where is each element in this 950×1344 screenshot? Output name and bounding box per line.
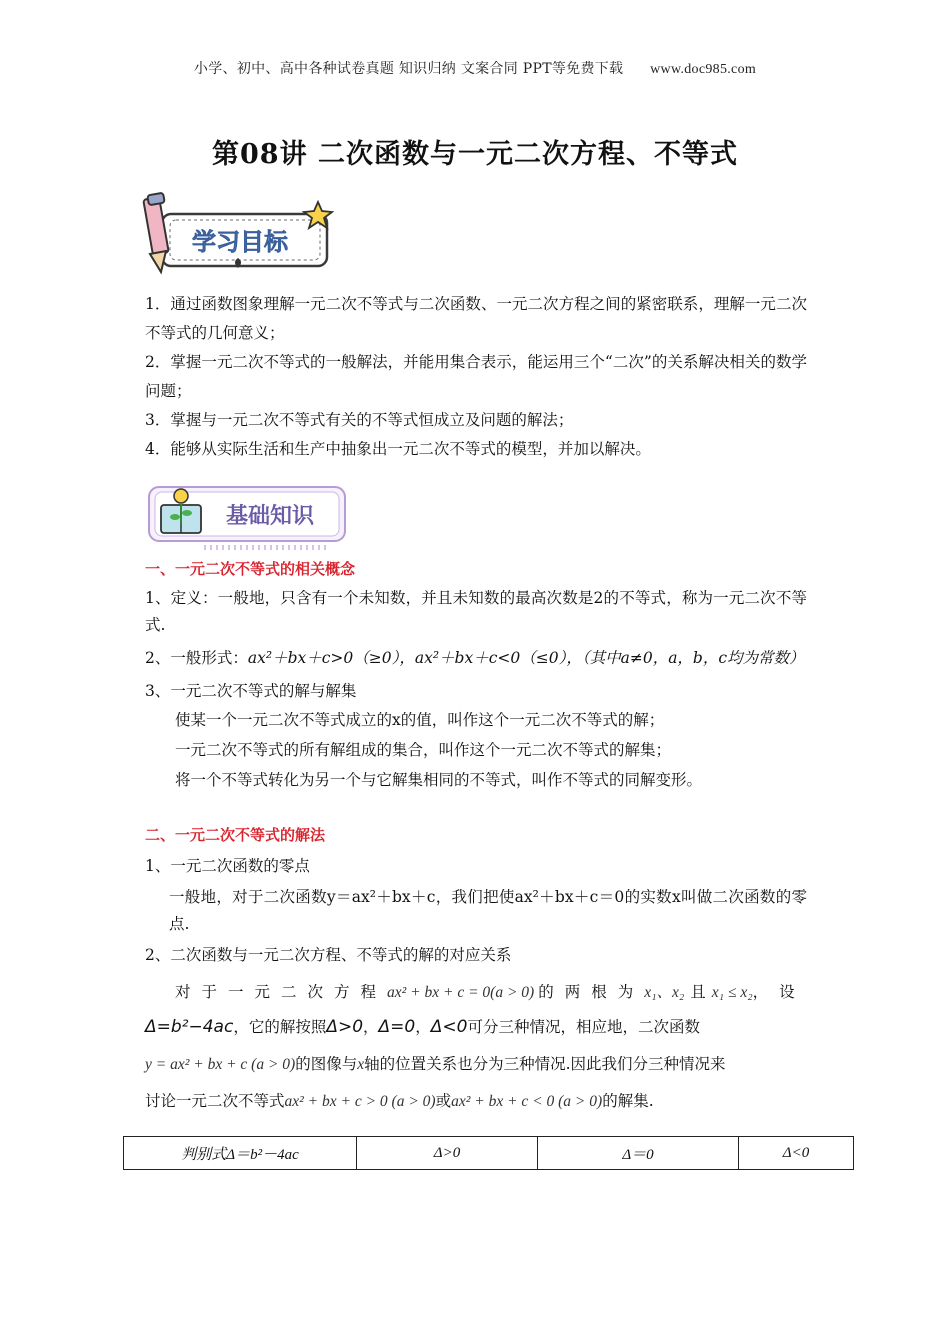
rel-l4-math-gt: ax² + bx + c > 0 (a > 0) [284,1093,436,1110]
rel-l1-math-order: x₁ ≤ x₂ [711,984,753,1001]
rel-l4-math-lt: ax² + bx + c < 0 (a > 0) [451,1093,603,1110]
table-header-cell: Δ>0 [357,1137,538,1170]
rel-l4-text-a: 讨论一元二次不等式 [145,1092,285,1110]
sec2-rel-title: 2、二次函数与一元二次方程、不等式的解的对应关系 [145,946,512,964]
sec2-rel-line-4 [145,1088,807,1115]
rel-l2-math-delta: Δ=b²−4ac [145,1017,234,1037]
sec2-rel-line-1 [145,979,807,1006]
rel-l3-math-func: y = ax² + bx + c (a > 0) [145,1056,296,1073]
sec1-form [145,645,807,672]
sec2-zero-text: 一般地，对于二次函数y＝ax²＋bx＋c，我们把使ax²＋bx＋c＝0的实数x叫做二次函数的零点. [169,888,807,933]
page-title: 第08讲 二次函数与一元二次方程、不等式 [212,139,738,170]
sec2-rel-line-3 [145,1051,807,1078]
goal-4: 4．能够从实际生活和生产中抽象出一元二次不等式的模型，并加以解决。 [145,440,651,458]
discriminant-table [123,1136,854,1170]
table-header-cell: Δ<0 [739,1137,854,1170]
sec2-rel-line-2: Δ=b²−4ac，它的解按照Δ>0，Δ=0，Δ<0可分三种情况，相应地，二次函数 [145,1017,700,1037]
table-header-cell: Δ＝0 [538,1137,739,1170]
rel-l4-text-b: 或 [435,1092,452,1110]
table-header-cell: 判别式Δ＝b²－4ac [124,1137,357,1170]
header-text: 小学、初中、高中各种试卷真题 知识归纳 文案合同 PPT等免费下载 [193,61,624,77]
section-1 [145,556,807,794]
rel-l1-text-d: ，设 [752,983,806,1001]
sec2-zero-title: 1、一元二次函数的零点 [145,857,310,875]
rel-l3-text-a: 的图像与 [295,1055,358,1073]
rel-l4-text-c: 的解集. [602,1092,654,1110]
goals-badge-label: 学习目标 [192,228,288,256]
sec1-sol-title: 3、一元二次不等式的解与解集 [145,682,357,700]
sec1-form-math: ax²＋bx＋c>0（≥0），ax²＋bx＋c<0（≤0），（其中a≠0，a，b，c均为常数） [247,649,805,667]
rel-l1-text-a: 对于一元二次方程 [175,983,388,1001]
sec1-form-label: 2、一般形式： [145,649,248,667]
rel-l1-math-roots: x₁、x₂ [644,984,685,1001]
rel-l2-text-b: 可分三种情况，相应地，二次函数 [467,1018,700,1036]
rel-l2-math-gt: Δ>0 [326,1017,364,1037]
sec1-def: 1、定义：一般地，只含有一个未知数，并且未知数的最高次数是2的不等式，称为一元二次不等式. [145,589,807,634]
rel-l2-math-eq: Δ=0 [378,1017,416,1037]
rel-l2-text-a: ，它的解按照 [233,1018,327,1036]
goal-2: 2．掌握一元二次不等式的一般解法，并能用集合表示，能运用三个“二次”的关系解决相关的数学问题； [145,353,807,400]
goal-1: 1．通过函数图象理解一元二次不等式与二次函数、一元二次方程之间的紧密联系，理解一元二次不等式的几何意义； [145,295,807,342]
rel-l1-text-c: 且 [690,983,706,1001]
rel-l1-math-eq: ax² + bx + c = 0(a > 0) [387,984,535,1001]
basics-badge-label: 基础知识 [225,504,315,529]
rel-l3-math-x: x [357,1056,365,1073]
rel-l1-text-b: 的两根为 [538,983,645,1001]
goals-badge [140,190,340,280]
section-2 [145,822,807,1115]
goal-3: 3．掌握与一元二次不等式有关的不等式恒成立及问题的解法； [145,411,574,429]
rel-l3-text-b: 轴的位置关系也分为三种情况.因此我们分三种情况来 [364,1055,726,1073]
table-row [124,1137,854,1170]
page-header [0,58,950,78]
sec2-heading: 二、一元二次不等式的解法 [145,826,326,844]
basics-badge [145,483,355,553]
header-site[interactable]: www.doc985.com [650,62,757,77]
sec1-sol-line-1: 使某一个一元二次不等式成立的x的值，叫作这个一元二次不等式的解； [175,711,665,729]
sec1-sol-line-2: 一元二次不等式的所有解组成的集合，叫作这个一元二次不等式的解集； [175,741,672,759]
goals-section [145,290,807,464]
rel-l2-math-lt: Δ<0 [430,1017,468,1037]
sec1-heading: 一、一元二次不等式的相关概念 [145,560,356,578]
sec1-sol-line-3: 将一个不等式转化为另一个与它解集相同的不等式，叫作不等式的同解变形。 [175,771,703,789]
